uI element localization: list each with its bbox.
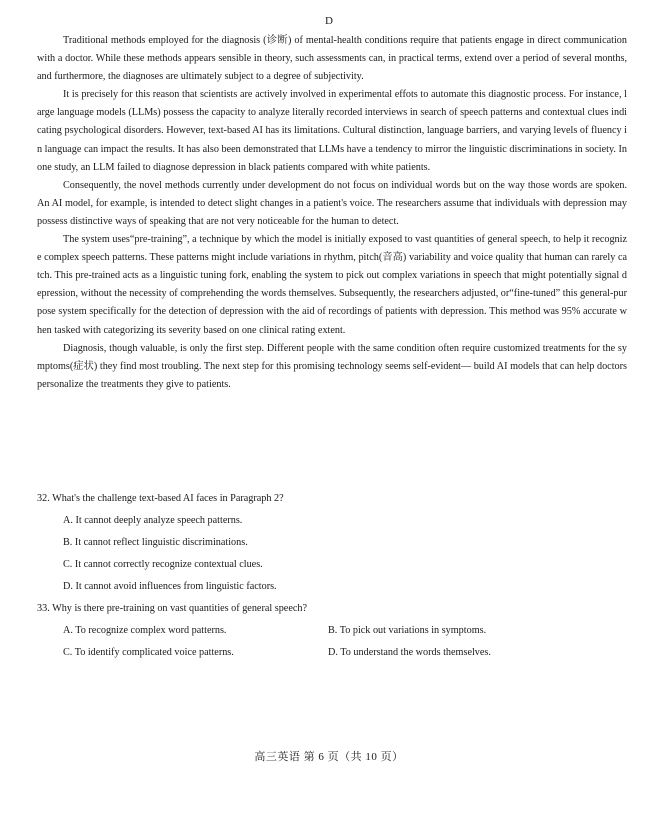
question-33-options-row-2 [63, 642, 627, 664]
question-33-options-row-1 [63, 620, 627, 642]
question-32-option-c: C. It cannot correctly recognize contextual clues. [63, 559, 263, 570]
question-33-option-d: D. To understand the words themselves. [328, 647, 491, 658]
question-list [37, 488, 627, 664]
question-33-option-b: B. To pick out variations in symptoms. [328, 625, 487, 636]
question-32-option-d: D. It cannot avoid influences from linguistic factors. [63, 581, 277, 592]
question-32-option-b: B. It cannot reflect linguistic discriminations. [63, 537, 248, 548]
passage-paragraph-1: Traditional methods employed for the diagnosis (诊断) of mental-health conditions require that patients engage in direct communication with a doctor. While these methods appears sensible in theory, such assessments can, in practical terms, extend over a period of several months, and furthermore, the diagnoses are ultimately subject to a degree of subjectivity. [37, 35, 627, 83]
passage-paragraph-2: It is precisely for this reason that scientists are actively involved in experimental effots to automate this diagnostic process. For instance, large language models (LLMs) possess the capacity to analyze literally recorded interviews in search of speech patterns and contextual clues indicating psychological disorders. However, text-based AI has its limitations. Cultural distinction, language barriers, and varying levels of fluency in language can impact the results. It has also been demonstrated that LLMs have a tendency to mirror the linguistic discriminations in society. In one study, an LLM failed to diagnose depression in black patients compared with white patients. [37, 89, 627, 173]
section-letter: D [325, 15, 333, 27]
passage-paragraph-4: The system uses“pre-training”, a technique by which the model is initially exposed to vast quantities of general speech, to help it recognize complex speech patterns. These patterns might include variations in rhythm, pitch(音高) variability and voice quality that human can rarely catch. This pre-trained acts as a linguistic tuning fork, enabling the system to pick out complex variations in speech that might potentially signal depression, without the necessity of comprehending the words themselves. Subsequently, the researchers adjusted, or“fine-tuned” this general-purpose system specifically for the detection of depression with the aid of recordings of patients with depression. This method was 95% accurate when tasked with categorizing its severity based on one clinical rating extent. [37, 234, 627, 336]
question-33-stem: 33. Why is there pre-training on vast quantities of general speech? [37, 603, 307, 614]
passage-paragraph-3: Consequently, the novel methods currently under development do not focus on individual words but on the way those words are spoken. An AI model, for example, is intended to detect slight changes in a patient's voice. The researchers assume that individuals with depression may possess distinctive ways of speaking that are not very noticeable for the human to detect. [37, 179, 627, 227]
question-32-option-a: A. It cannot deeply analyze speech patterns. [63, 515, 243, 526]
question-33-option-c: C. To identify complicated voice patterns. [63, 647, 234, 658]
passage-paragraph-5: Diagnosis, though valuable, is only the first step. Different people with the same condition often require customized treatments for the symptoms(症状) they find most troubling. The next step for this promising technology seems self-evident— build AI models that can help doctors personalize the treatments they give to patients. [37, 342, 627, 390]
question-32-stem: 32. What's the challenge text-based AI faces in Paragraph 2? [37, 493, 284, 504]
question-33-option-a: A. To recognize complex word patterns. [63, 625, 227, 636]
page-footer: 高三英语 第 6 页（共 10 页） [254, 751, 404, 763]
reading-passage [37, 32, 627, 394]
